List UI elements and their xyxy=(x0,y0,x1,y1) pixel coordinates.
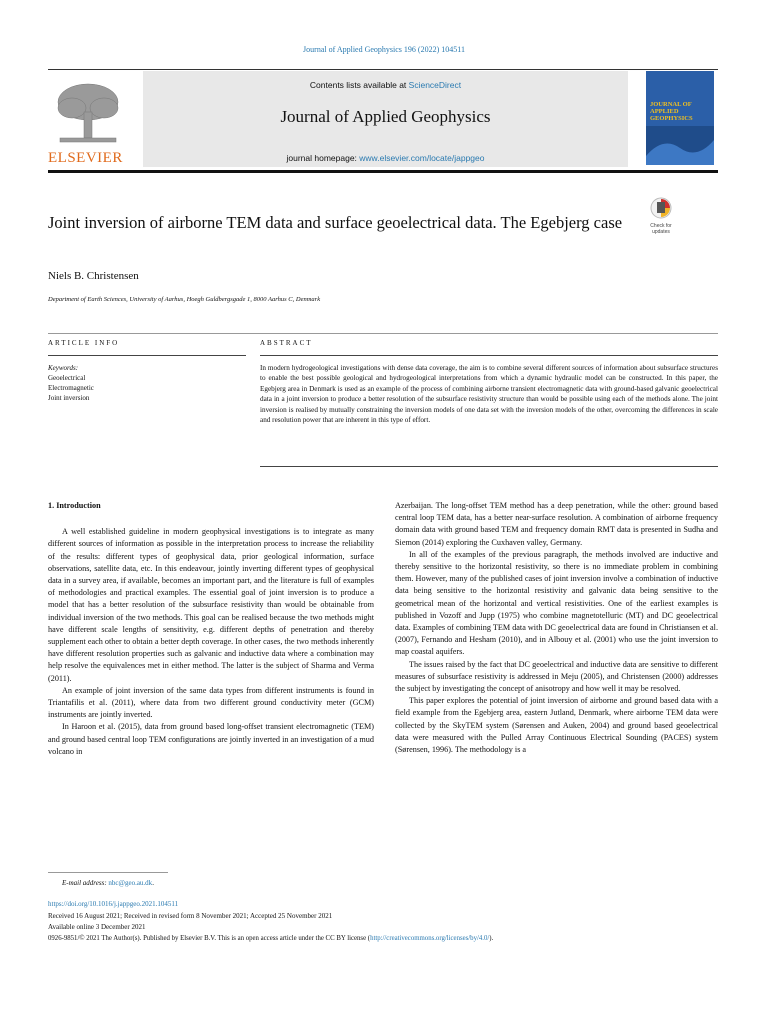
body-paragraph: A well established guideline in modern geophysical investigations is to integrate as many different sources of information as possible in the interpretation process to increase the reliability of the results: different types of geophysical data, prior geological information, surface observations, satellite data, etc. In this endeavour, jointly inverting different types of geophysical data in a survey area, if available, becomes an important part, and the literature is full of examples of methodologies and practical examples. The essential goal of joint inversion is to produce a model that has a better resolution of the subsurface resistivity than would be obtainable from individual inversion of the two methods. This goal can be realised because the two methods might have different scale lengths of sensitivity, e.g. different depths of penetration and thereby supplement each other to obtain a better depth coverage. In other cases, the two methods inherently have different resolution properties such as galvanic and inductive data where a combination may help resolve the equivalences met in either method. The latter is the subject of Sharma and Verma (2011). xyxy=(48,527,374,683)
keywords-label: Keywords: xyxy=(48,364,79,372)
section-divider xyxy=(48,333,718,334)
keyword-item: Electromagnetic xyxy=(48,384,94,392)
email-footnote: E-mail address: nbc@geo.au.dk. xyxy=(62,879,154,887)
available-online: Available online 3 December 2021 xyxy=(48,923,146,931)
publisher-wordmark: ELSEVIER xyxy=(48,150,123,166)
keyword-item: Geoelectrical xyxy=(48,374,86,382)
body-paragraph: The issues raised by the fact that DC geoelectrical and inductive data are sensitive to different measures of subsurface resistivity is addressed in Meju (2005), and Christensen (2000) addresses the subject by investigating the concept of anisotropy and how well it may be resolved. xyxy=(395,659,718,694)
cover-title: JOURNAL OF APPLIED GEOPHYSICS xyxy=(650,101,693,122)
header-bottom-rule xyxy=(48,170,718,173)
section-heading: 1. Introduction xyxy=(48,501,101,510)
keywords-block xyxy=(48,363,94,403)
body-paragraph: This paper explores the potential of joint inversion of airborne and ground based data with a field example from the Egebjerg area, eastern Jutland, Denmark, where airborne TEM data were collected by the SkyTEM system (Sørensen and Auken, 2004) and ground based geoelectrical data were measured with the Pulled Array Continuous Electrical Sounding (PACES) system (Sørensen, 1996). The methodology is a xyxy=(395,696,718,755)
journal-citation[interactable]: Journal of Applied Geophysics 196 (2022) 104511 xyxy=(303,45,465,54)
body-paragraph: In Haroon et al. (2015), data from ground based long-offset transient electromagnetic (TEM) and ground based central loop TEM configurations are jointly inverted in an investigation of a mud volcano in xyxy=(48,722,374,756)
keyword-item: Joint inversion xyxy=(48,394,90,402)
footnote-rule xyxy=(48,872,168,873)
body-paragraph: Azerbaijan. The long-offset TEM method has a deep penetration, while the other: ground based central loop TEM data, has a better near-surface resolution. A combination of airborne frequency domain data with ground based TEM and frequency domain RMT data is presented in Sudha and Siemon (2014) exploring the Cuxhaven valley, Germany. xyxy=(395,501,718,547)
header-top-rule xyxy=(48,69,718,70)
body-left-column xyxy=(48,500,374,758)
check-updates-label: Check for updates xyxy=(650,223,672,235)
journal-title: Journal of Applied Geophysics xyxy=(280,107,491,126)
author-affiliation: Department of Earth Sciences, University of Aarhus, Hoegh Guldbergsgade 1, 8000 Aarhus C, Denmark xyxy=(48,296,321,303)
body-paragraph: In all of the examples of the previous paragraph, the methods involved are inductive and thereby sensitive to the horizontal resistivity, so there is no immediate problem in combining them. However, many of the published cases of joint inversion involve a combination of inductive data being sensitive to the horizontal resistivity and galvanic data being sensitive to the geometrical mean of the horizontal and vertical resistivities. One of the earliest examples is published in Vozoff and Jupp (1975) who combine magnetotelluric (MT) and DC geoelectrical data. Examples of combining TEM data with DC geoelectrical data are found in Christiansen et al. (2007), Fernando and Hesham (2010), and in Albouy et al. (2001) who use the joint inversion to map coastal aquifers. xyxy=(395,549,718,657)
check-updates-icon xyxy=(646,197,676,219)
journal-cover-image xyxy=(646,71,714,165)
journal-banner xyxy=(143,71,628,167)
contents-line: Contents lists available at ScienceDirect xyxy=(309,80,462,90)
cover-graphic-icon xyxy=(646,126,714,165)
homepage-link[interactable]: www.elsevier.com/locate/jappgeo xyxy=(359,153,485,163)
abstract-rule-top xyxy=(260,355,718,356)
check-updates-badge[interactable] xyxy=(646,197,676,235)
doi-link[interactable]: https://doi.org/10.1016/j.jappgeo.2021.104511 xyxy=(48,900,179,908)
abstract-rule-bottom xyxy=(260,466,718,467)
author-name: Niels B. Christensen xyxy=(48,270,139,282)
license-line: 0926-9851/© 2021 The Author(s). Published by Elsevier B.V. This is an open access article under the CC BY license (http://creativecommons.org/licenses/by/4.0/). xyxy=(48,935,494,942)
article-title: Joint inversion of airborne TEM data and surface geoelectrical data. The Egebjerg case xyxy=(48,213,623,232)
email-link[interactable]: nbc@geo.au.dk xyxy=(108,879,153,887)
sciencedirect-link[interactable]: ScienceDirect xyxy=(408,80,462,90)
license-link[interactable]: http://creativecommons.org/licenses/by/4.0/ xyxy=(370,935,490,942)
body-paragraph: An example of joint inversion of the same data types from different instruments is found in Triantafilis et al. (2011), where data from two different ground conductivity meter (GCM) instruments are jointly inverted. xyxy=(48,685,374,720)
doi-line xyxy=(48,900,178,910)
article-info-heading: ARTICLE INFO xyxy=(48,339,120,347)
elsevier-tree-icon xyxy=(50,78,126,148)
body-right-column xyxy=(395,500,718,756)
article-info-rule xyxy=(48,355,246,356)
abstract-heading: ABSTRACT xyxy=(260,339,313,347)
homepage-line: journal homepage: www.elsevier.com/locate/jappgeo xyxy=(286,153,485,163)
received-dates: Received 16 August 2021; Received in revised form 8 November 2021; Accepted 25 November 2021 xyxy=(48,912,333,920)
abstract-text: In modern hydrogeological investigations with dense data coverage, the aim is to combine several different sources of information about subsurface structures to enable the best possible geological and hydrogeological interpretations from which a dynamic hydraulic model can be constructed. In this paper, the Egebjerg area in Denmark is used as an example of the process of combining airborne transient electromagnetic data with ground-based galvanic geoelectrical data in a joint inversion to produce a better resolution of the subsurface resistivity structure than would be possible using each of the methods alone. The joint inversion is realised by mutually constraining the inversion models of one data set with the inversion models of the other, overcoming the differences in scale and resolution power that are inherent in this type of effort. xyxy=(260,364,718,425)
